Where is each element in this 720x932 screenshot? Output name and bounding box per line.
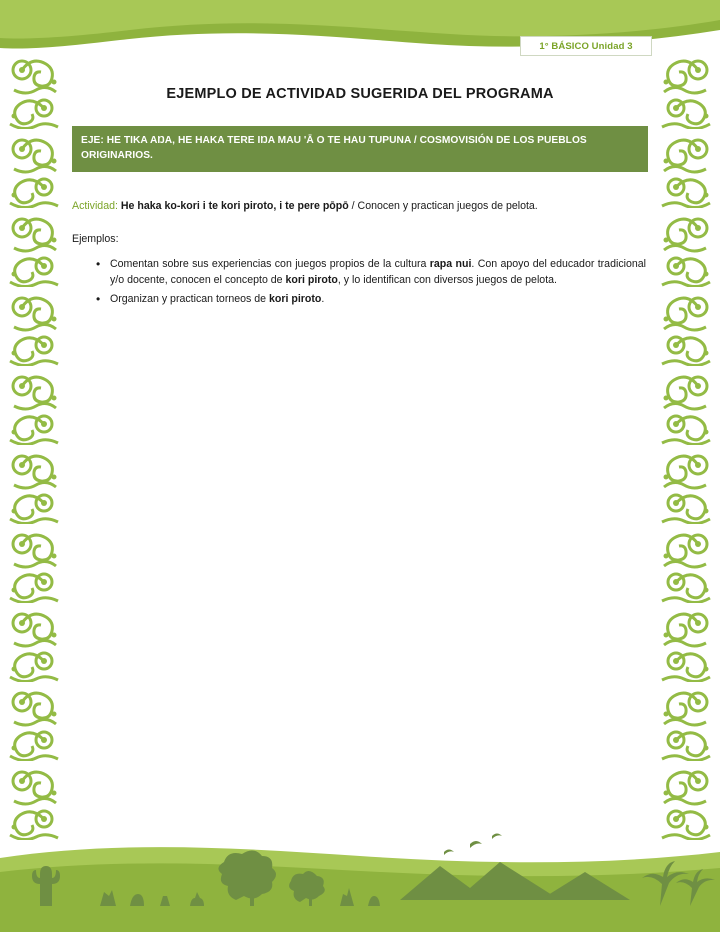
document-content — [72, 76, 648, 311]
activity-line — [72, 199, 648, 214]
unit-badge — [520, 36, 652, 56]
example-text-part: . Con apoyo del educador tradicional y/o docente, conocen el concepto de — [110, 257, 647, 286]
list-item — [110, 291, 648, 307]
example-bold-term: kori piroto — [285, 273, 338, 286]
examples-label: Ejemplos: — [72, 232, 119, 245]
example-bold-term: kori piroto — [269, 293, 322, 306]
example-text-part: Organizan y practican torneos de — [110, 293, 269, 306]
activity-label: Actividad: — [72, 199, 118, 212]
list-item — [110, 256, 648, 289]
activity-title-rapanui: He haka ko-kori i te kori piroto, i te pere pōpō — [120, 199, 349, 212]
right-ornamental-border — [660, 50, 712, 840]
unit-badge-label: 1° BÁSICO Unidad 3 — [539, 40, 633, 52]
eje-text: EJE: HE TIKA AŊA, HE HAKA TERE IŊA MAU 'Ā O TE HAU TUPUNA / COSMOVISIÓN DE LOS PUEBLOS ORIGINARIOS. — [81, 135, 587, 162]
left-ornamental-border — [8, 50, 60, 840]
example-text-part: Comentan sobre sus experiencias con juegos propios de la cultura — [110, 257, 430, 270]
example-bold-term: rapa nui — [429, 257, 472, 270]
example-text-part: . — [321, 293, 325, 306]
bottom-decorative-band — [0, 822, 720, 932]
example-text-part: , y lo identifican con diversos juegos de pelota. — [337, 273, 557, 286]
eje-banner — [72, 126, 648, 172]
activity-title-spanish: / Conocen y practican juegos de pelota. — [351, 199, 538, 212]
page-title: EJEMPLO DE ACTIVIDAD SUGERIDA DEL PROGRAMA — [166, 86, 554, 102]
examples-list — [72, 256, 648, 308]
